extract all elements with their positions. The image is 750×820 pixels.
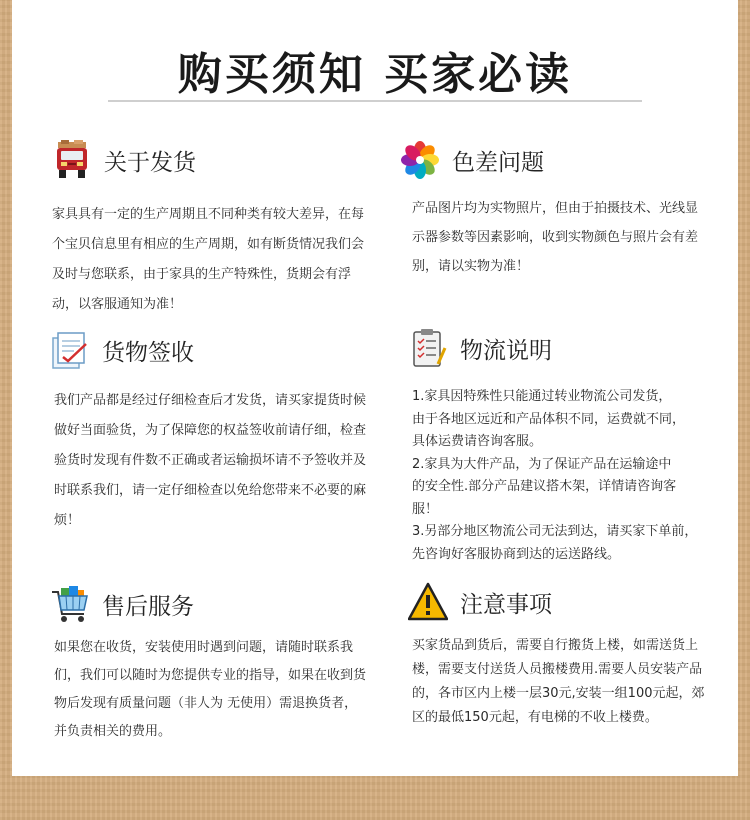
section-title: 物流说明 <box>460 338 552 364</box>
text-line: 的安全性.部分产品建议搭木架，详情请咨询客 <box>412 479 677 494</box>
section-header <box>408 328 748 372</box>
text-line: 2.家具为大件产品，为了保证产品在运输途中 <box>412 456 672 472</box>
section-header <box>50 584 390 628</box>
text-line: 由于各地区远近和产品体积不同，运费就不同， <box>412 411 686 427</box>
warning-triangle-icon <box>408 582 448 622</box>
text-line: 服！ <box>412 501 439 517</box>
section-header <box>408 582 748 626</box>
text-line: 先咨询好客服协商到达的运送路线。 <box>412 546 621 562</box>
section-body: 产品图片均为实物照片，但由于拍摄技术、光线显示器参数等因素影响，收到实物颜色与照片会有差别，请以实物为准！ <box>412 201 699 274</box>
section-body: 如果您在收货，安装使用时遇到问题，请随时联系我们，我们可以随时为您提供专业的指导，如果在收到货物后发现有质量问题（非人为 无使用）需退换货者，并负责相关的费用。 <box>54 640 367 739</box>
section-header <box>400 140 740 184</box>
page-title: 购买须知 买家必读 <box>177 49 573 100</box>
section-body <box>412 386 722 566</box>
section-title: 售后服务 <box>102 594 194 620</box>
clipboard-checklist-icon <box>408 328 448 368</box>
delivery-truck-icon <box>52 140 92 180</box>
text-line: 3.另部分地区物流公司无法到达，请买家下单前， <box>412 524 698 539</box>
color-wheel-icon <box>400 140 440 180</box>
signed-document-icon <box>50 330 90 370</box>
notice-card <box>12 0 738 776</box>
section-body: 家具具有一定的生产周期且不同种类有较大差异，在每个宝贝信息里有相应的生产周期，如有断货情况我们会及时与您联系，由于家具的生产特殊性，货期会有浮动，以客服通知为准！ <box>52 207 365 312</box>
title-divider <box>108 100 642 102</box>
shopping-cart-icon <box>50 584 90 624</box>
section-title: 色差问题 <box>452 150 544 176</box>
section-body: 我们产品都是经过仔细检查后才发货，请买家提货时候做好当面验货，为了保障您的权益签收前请仔细，检查验货时发现有件数不正确或者运输损坏请不予签收并及时联系我们，请一定仔细检查以免给您带来不必要的麻烦！ <box>54 393 367 528</box>
section-title: 关于发货 <box>104 150 196 176</box>
text-line: 具体运费请咨询客服。 <box>412 434 543 449</box>
section-body: 买家货品到货后，需要自行搬货上楼，如需送货上楼，需要支付送货人员搬楼费用.需要人员安装产品的，各市区内上楼一层30元,安装一组100元起，郊区的最低150元起，有电梯的不收上楼费。 <box>412 638 705 725</box>
section-header <box>52 140 392 184</box>
section-title: 货物签收 <box>102 340 194 366</box>
text-line: 1.家具因特殊性只能通过转业物流公司发货， <box>412 389 672 404</box>
section-header <box>50 330 390 374</box>
section-title: 注意事项 <box>460 592 552 618</box>
